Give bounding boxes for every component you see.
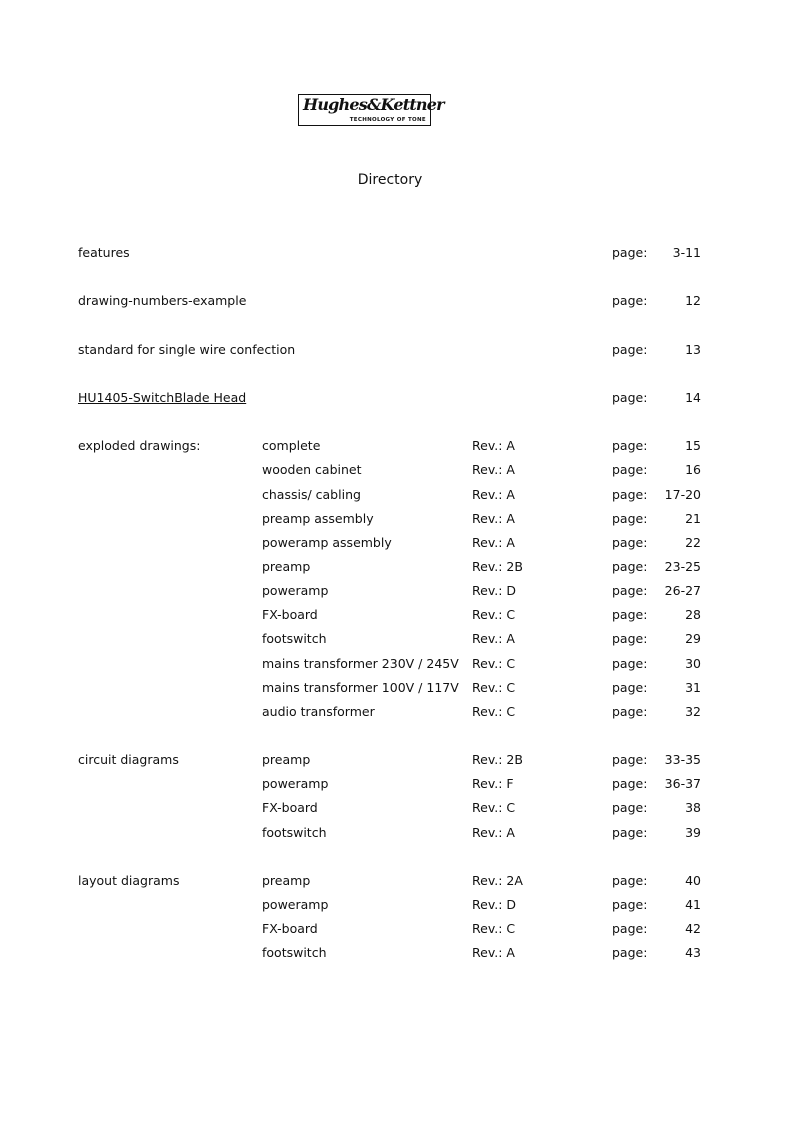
item-name: poweramp assembly — [262, 535, 392, 550]
directory-row — [0, 703, 793, 721]
item-name: poweramp — [262, 776, 329, 791]
page-word: page: — [612, 559, 648, 574]
page-number: 30 — [685, 656, 701, 671]
directory-row — [0, 582, 793, 600]
revision: Rev.: C — [472, 921, 516, 936]
directory-row — [0, 920, 793, 938]
revision: Rev.: C — [472, 607, 516, 622]
directory-row — [0, 437, 793, 455]
page-word: page: — [612, 921, 648, 936]
item-name: footswitch — [262, 945, 327, 960]
directory-row — [0, 799, 793, 817]
page-number: 14 — [685, 390, 701, 405]
item-name: chassis/ cabling — [262, 487, 361, 502]
page-word: page: — [612, 752, 648, 767]
directory-row — [0, 751, 793, 769]
page-word: page: — [612, 462, 648, 477]
revision: Rev.: F — [472, 776, 514, 791]
page-word: page: — [612, 511, 648, 526]
revision: Rev.: D — [472, 897, 517, 912]
directory-row — [0, 389, 793, 407]
revision: Rev.: A — [472, 535, 515, 550]
page-number: 43 — [685, 945, 701, 960]
directory-row — [0, 486, 793, 504]
page-word: page: — [612, 897, 648, 912]
directory-row — [0, 461, 793, 479]
item-name: mains transformer 230V / 245V — [262, 656, 459, 671]
page-number: 41 — [685, 897, 701, 912]
item-name: footswitch — [262, 825, 327, 840]
item-name: FX-board — [262, 800, 318, 815]
page-word: page: — [612, 776, 648, 791]
revision: Rev.: D — [472, 583, 517, 598]
item-name: poweramp — [262, 583, 329, 598]
item-name: footswitch — [262, 631, 327, 646]
page-number: 17-20 — [664, 487, 701, 502]
directory-row — [0, 824, 793, 842]
section-label: circuit diagrams — [78, 752, 179, 767]
page-number: 40 — [685, 873, 701, 888]
page-number: 28 — [685, 607, 701, 622]
revision: Rev.: A — [472, 825, 515, 840]
revision: Rev.: A — [472, 511, 515, 526]
page-word: page: — [612, 390, 648, 405]
page-word: page: — [612, 245, 648, 260]
item-name: FX-board — [262, 921, 318, 936]
directory-row — [0, 775, 793, 793]
page-number: 33-35 — [664, 752, 701, 767]
directory-row — [0, 606, 793, 624]
directory-row — [0, 510, 793, 528]
directory-row — [0, 630, 793, 648]
hughes-kettner-logo — [298, 94, 444, 126]
directory-row — [0, 558, 793, 576]
logo-tagline: TECHNOLOGY OF TONE — [349, 117, 426, 123]
item-name: preamp — [262, 752, 311, 767]
revision: Rev.: 2B — [472, 752, 523, 767]
directory-row — [0, 244, 793, 262]
page-word: page: — [612, 825, 648, 840]
page-word: page: — [612, 583, 648, 598]
item-name: preamp — [262, 873, 311, 888]
page-word: page: — [612, 607, 648, 622]
directory-row — [0, 872, 793, 890]
item-name: mains transformer 100V / 117V — [262, 680, 459, 695]
revision: Rev.: A — [472, 487, 515, 502]
page-word: page: — [612, 535, 648, 550]
revision: Rev.: A — [472, 438, 515, 453]
page-number: 22 — [685, 535, 701, 550]
directory-row — [0, 896, 793, 914]
page-number: 26-27 — [664, 583, 701, 598]
page-word: page: — [612, 704, 648, 719]
section-label: standard for single wire confection — [78, 342, 296, 357]
page-number: 42 — [685, 921, 701, 936]
revision: Rev.: C — [472, 800, 516, 815]
page-word: page: — [612, 945, 648, 960]
section-label: layout diagrams — [78, 873, 180, 888]
page-number: 31 — [685, 680, 701, 695]
item-name: complete — [262, 438, 321, 453]
item-name: FX-board — [262, 607, 318, 622]
page-number: 21 — [685, 511, 701, 526]
revision: Rev.: C — [472, 656, 516, 671]
directory-row — [0, 655, 793, 673]
page-word: page: — [612, 656, 648, 671]
directory-row — [0, 292, 793, 310]
directory-row — [0, 679, 793, 697]
page-word: page: — [612, 873, 648, 888]
revision: Rev.: 2A — [472, 873, 523, 888]
item-name: wooden cabinet — [262, 462, 362, 477]
revision: Rev.: C — [472, 680, 516, 695]
page-word: page: — [612, 293, 648, 308]
item-name: preamp — [262, 559, 311, 574]
page-number: 32 — [685, 704, 701, 719]
page-number: 12 — [685, 293, 701, 308]
item-name: poweramp — [262, 897, 329, 912]
page-number: 29 — [685, 631, 701, 646]
page-word: page: — [612, 631, 648, 646]
item-name: audio transformer — [262, 704, 375, 719]
page-number: 38 — [685, 800, 701, 815]
page-word: page: — [612, 680, 648, 695]
page-number: 39 — [685, 825, 701, 840]
page-word: page: — [612, 342, 648, 357]
page-number: 36-37 — [664, 776, 701, 791]
directory-row — [0, 534, 793, 552]
page-number: 13 — [685, 342, 701, 357]
section-label: features — [78, 245, 130, 260]
item-name: preamp assembly — [262, 511, 374, 526]
directory-row — [0, 341, 793, 359]
revision: Rev.: A — [472, 462, 515, 477]
logo-brand: Hughes&Kettner — [303, 95, 444, 114]
revision: Rev.: A — [472, 945, 515, 960]
revision: Rev.: 2B — [472, 559, 523, 574]
section-label: exploded drawings: — [78, 438, 201, 453]
page-number: 23-25 — [664, 559, 701, 574]
section-label: drawing-numbers-example — [78, 293, 247, 308]
model-link[interactable]: HU1405-SwitchBlade Head — [78, 390, 247, 405]
page-number: 16 — [685, 462, 701, 477]
page-word: page: — [612, 800, 648, 815]
revision: Rev.: C — [472, 704, 516, 719]
page-number: 3-11 — [672, 245, 701, 260]
page-number: 15 — [685, 438, 701, 453]
directory-row — [0, 944, 793, 962]
revision: Rev.: A — [472, 631, 515, 646]
page-word: page: — [612, 487, 648, 502]
page-word: page: — [612, 438, 648, 453]
page-title: Directory — [357, 172, 423, 188]
